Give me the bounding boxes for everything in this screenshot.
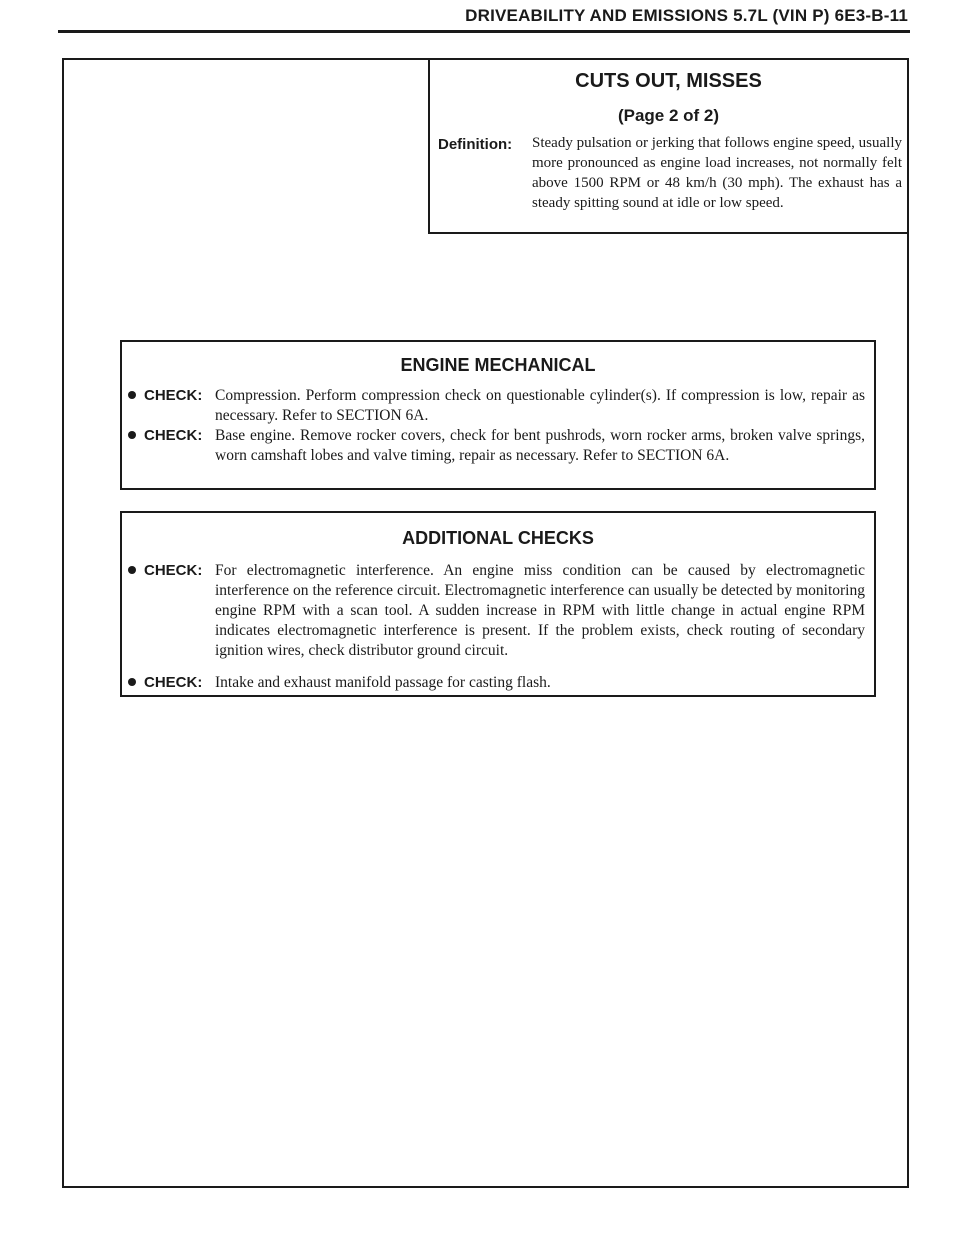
check-text: Intake and exhaust manifold passage for casting flash.	[215, 674, 551, 691]
check-label: CHECK:	[144, 427, 203, 444]
section-title: ENGINE MECHANICAL	[400, 355, 596, 375]
bullet-icon	[128, 678, 136, 686]
page-indicator: (Page 2 of 2)	[617, 106, 720, 125]
engine-mechanical-section	[120, 340, 876, 490]
additional-checks-section	[120, 511, 876, 697]
bullet-icon	[128, 431, 136, 439]
check-label: CHECK:	[144, 387, 203, 404]
check-text: For electromagnetic interference. An engine miss condition can be caused by electromagnetic interference on the reference circuit. Electromagnetic interference can usually be detected by monitoring engine RPM with a scan tool. A sudden increase in RPM with little change in actual engine RPM indicates electromagnetic interference is present. If the problem exists, check routing of secondary ignition wires, check distributor ground circuit.	[215, 562, 865, 659]
definition-label: Definition:	[438, 136, 513, 153]
bullet-icon	[128, 566, 136, 574]
check-label: CHECK:	[144, 562, 203, 579]
symptom-title: CUTS OUT, MISSES	[575, 70, 762, 92]
definition-box	[428, 58, 909, 234]
check-text: Base engine. Remove rocker covers, check for bent pushrods, worn rocker arms, broken valve springs, worn camshaft lobes and valve timing, repair as necessary. Refer to SECTION 6A.	[215, 427, 865, 464]
header-rule	[58, 30, 910, 33]
page-header-title: DRIVEABILITY AND EMISSIONS 5.7L (VIN P) 6E3-B-11	[465, 6, 908, 25]
definition-text: Steady pulsation or jerking that follows engine speed, usually more pronounced as engine load increases, not normally felt above 1500 RPM or 48 km/h (30 mph). The exhaust has a steady spitting sound at idle or low speed.	[532, 135, 902, 211]
bullet-icon	[128, 391, 136, 399]
check-label: CHECK:	[144, 674, 203, 691]
check-text: Compression. Perform compression check on questionable cylinder(s). If compression is low, repair as necessary. Refer to SECTION 6A.	[215, 387, 865, 424]
section-title: ADDITIONAL CHECKS	[402, 528, 594, 548]
